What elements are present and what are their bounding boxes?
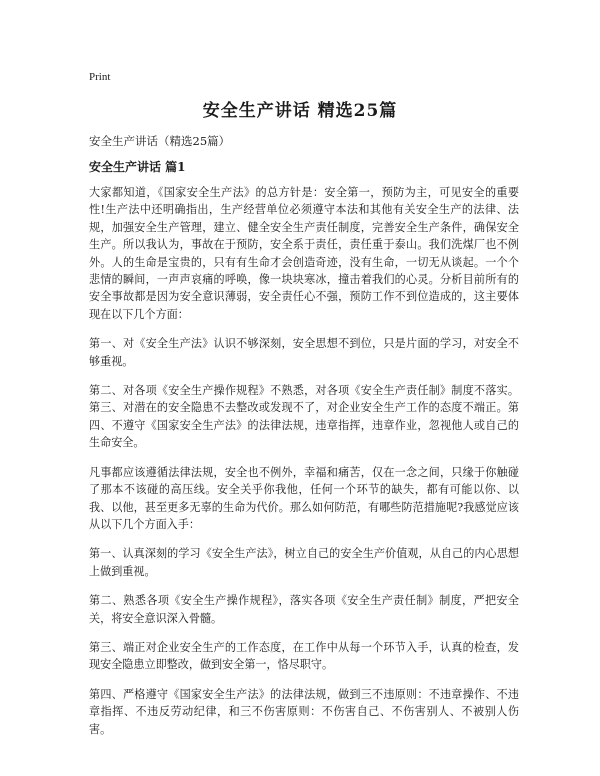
print-link[interactable]: Print [89,71,111,83]
paragraph: 凡事都应该遵循法律法规，安全也不例外，幸福和痛苦，仅在一念之间，只缘于你触碰了那本不该碰的高压线。安全关乎你我他，任何一个环节的缺失，都有可能以你、以我、以他，甚至更多无辜的生命为代价。那么如何防范，有哪些防范措施呢?我感觉应该从以下几个方面入手： [89,465,519,531]
page-title: 安全生产讲话 精选25篇 [202,101,398,121]
paragraph: 第一、对《安全生产法》认识不够深刻，安全思想不到位，只是片面的学习，对安全不够重视。 [89,337,519,368]
paragraph: 第三、端正对企业安全生产的工作态度，在工作中从每一个环节入手，认真的检查，发现安全隐患立即整改，做到安全第一，恪尽职守。 [89,640,519,672]
paragraph: 第二、熟悉各项《安全生产操作规程》，落实各项《安全生产责任制》制度，严把安全关，将安全意识深入骨髓。 [89,594,519,625]
paragraph: 第二、对各项《安全生产操作规程》不熟悉，对各项《安全生产责任制》制度不落实。第三、对潜在的安全隐患不去整改或发现不了，对企业安全生产工作的态度不端正。第四、不遵守《国家安全生产法》的法律法规，违章指挥，违章作业，忽视他人或自己的生命安全。 [89,384,519,450]
document-subtitle: 安全生产讲话（精选25篇） [89,134,231,148]
document-body [89,184,519,750]
paragraph: 大家都知道，《国家安全生产法》的总方针是：安全第一，预防为主，可见安全的重要性!生产法中还明确指出，生产经营单位必须遵守本法和其他有关安全生产的法律、法规，加强安全生产管理，建立、健全安全生产责任制度，完善安全生产条件，确保安全生产。所以我认为，事故在于预防，安全系于责任，责任重于泰山。我们洗煤厂也不例外。人的生命是宝贵的，只有有生命才会创造奇迹，没有生命，一切无从谈起。一个个悲情的瞬间，一声声哀痛的呼唤，像一块块寒冰，撞击着我们的心灵。分析目前所有的安全事故都是因为安全意识薄弱，安全责任心不强，预防工作不到位造成的，这主要体现在以下几个方面： [89,186,519,321]
paragraph: 第四、严格遵守《国家安全生产法》的法律法规，做到三不违原则：不违章操作、不违章指挥、不违反劳动纪律，和三不伤害原则：不伤害自己、不伤害别人、不被别人伤害。 [89,687,519,736]
section-heading: 安全生产讲话 篇1 [89,160,186,174]
paragraph: 第一、认真深刻的学习《安全生产法》，树立自己的安全生产价值观，从自己的内心思想上做到重视。 [89,547,519,578]
